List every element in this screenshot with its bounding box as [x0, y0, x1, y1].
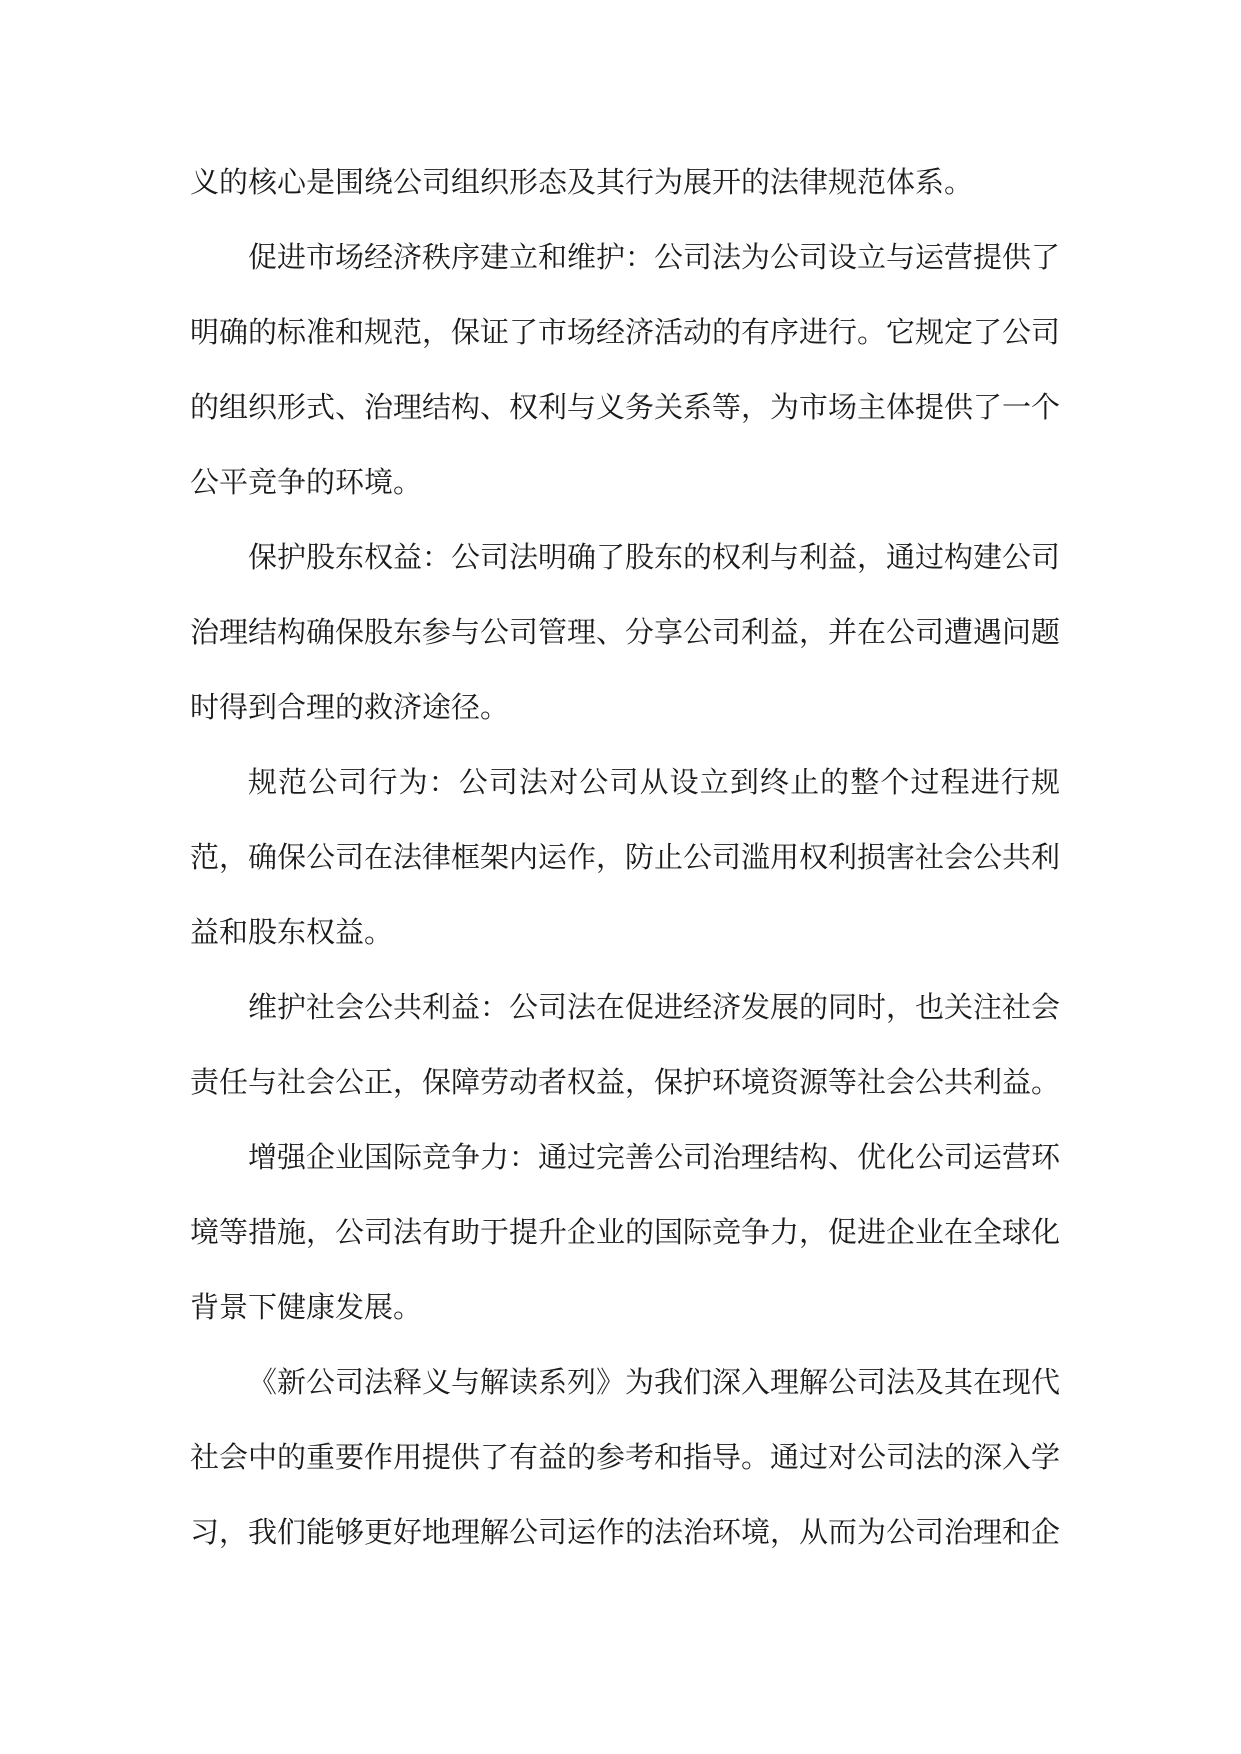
paragraph-series-summary: 《新公司法释义与解读系列》为我们深入理解公司法及其在现代社会中的重要作用提供了有益的参考和指导。通过对公司法的深入学习，我们能够更好地理解公司运作的法治环境，从而为公司治理和企 [190, 1365, 1061, 1549]
paragraph-shareholder-rights: 保护股东权益：公司法明确了股东的权利与利益，通过构建公司治理结构确保股东参与公司管理、分享公司利益，并在公司遭遇问题时得到合理的救济途径。 [190, 540, 1061, 724]
paragraph-company-conduct: 规范公司行为：公司法对公司从设立到终止的整个过程进行规范，确保公司在法律框架内运作，防止公司滥用权利损害社会公共利益和股东权益。 [190, 765, 1061, 949]
paragraph-competitiveness: 增强企业国际竞争力：通过完善公司治理结构、优化公司运营环境等措施，公司法有助于提升企业的国际竞争力，促进企业在全球化背景下健康发展。 [190, 1140, 1061, 1324]
paragraph-market-order: 促进市场经济秩序建立和维护：公司法为公司设立与运营提供了明确的标准和规范，保证了市场经济活动的有序进行。它规定了公司的组织形式、治理结构、权利与义务关系等，为市场主体提供了一个公平竞争的环境。 [190, 240, 1061, 499]
document-body [190, 145, 1060, 1570]
paragraph-continuation: 义的核心是围绕公司组织形态及其行为展开的法律规范体系。 [190, 165, 974, 199]
paragraph-public-interest: 维护社会公共利益：公司法在促进经济发展的同时，也关注社会责任与社会公正，保障劳动者权益，保护环境资源等社会公共利益。 [190, 990, 1061, 1099]
